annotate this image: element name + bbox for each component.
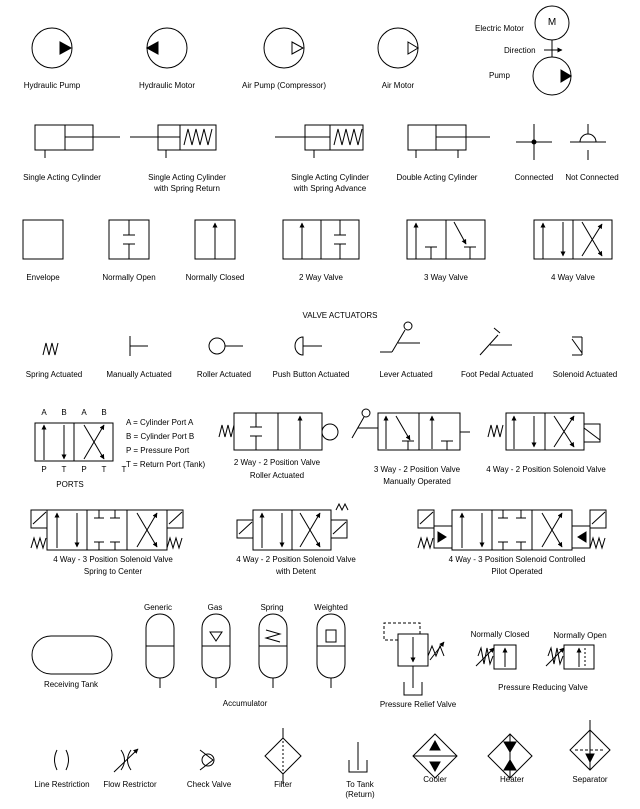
air-motor-label: Air Motor (381, 81, 415, 90)
accumulator-label: Accumulator (222, 699, 268, 708)
port-letter-top: A (81, 408, 87, 417)
spring-advance-cylinder-symbol (275, 125, 363, 158)
pressure-relief-valve-label: Pressure Relief Valve (379, 700, 457, 709)
detent-valve-label-1: 4 Way - 2 Position Solenoid Valve (236, 555, 356, 564)
pump-label: Pump (489, 71, 510, 80)
filter-label: Filter (274, 780, 292, 789)
not-connected-lines-symbol (570, 124, 606, 160)
spring-center-valve-label-2: Spring to Center (83, 567, 143, 576)
cooler-symbol (413, 734, 457, 778)
line-restriction-symbol (55, 750, 69, 770)
port-letter-bottom: T (101, 465, 107, 474)
spring-advance-cylinder-label-1: Single Acting Cylinder (291, 173, 369, 182)
normally-closed-label: Normally Closed (185, 273, 245, 282)
manual-operated-valve-symbol (352, 409, 470, 450)
heater-label: Heater (499, 775, 525, 784)
normally-open-label: Normally Open (102, 273, 156, 282)
separator-label: Separator (572, 775, 608, 784)
two-way-valve-symbol (283, 220, 359, 259)
air-motor-symbol (378, 28, 418, 68)
solenoid-valve-label: 4 Way - 2 Position Solenoid Valve (486, 465, 606, 474)
manually-actuated-label: Manually Actuated (106, 370, 172, 379)
solenoid-valve-symbol (488, 413, 600, 450)
solenoid-actuator-symbol (572, 337, 582, 355)
manual-valve-label-2: Manually Operated (383, 477, 451, 486)
detent-valve-symbol (237, 504, 348, 550)
filter-symbol (265, 728, 301, 784)
generic-accumulator-label: Generic (143, 603, 173, 612)
spring-return-cylinder-label-1: Single Acting Cylinder (148, 173, 226, 182)
weighted-accumulator-label: Weighted (314, 603, 348, 612)
to-tank-label-1: To Tank (346, 780, 374, 789)
heater-symbol (488, 734, 532, 778)
normally-open-reducing-valve-symbol (546, 645, 594, 669)
check-valve-label: Check Valve (186, 780, 232, 789)
receiving-tank-label: Receiving Tank (43, 680, 99, 689)
pilot-valve-label-2: Pilot Operated (491, 567, 543, 576)
foot-pedal-actuator-symbol (480, 328, 512, 355)
three-way-valve-label: 3 Way Valve (423, 273, 469, 282)
not-connected-label: Not Connected (565, 173, 619, 182)
ports-legend-item: A = Cylinder Port A (126, 418, 194, 427)
pressure-reducing-valve-label: Pressure Reducing Valve (498, 683, 588, 692)
port-letter-bottom: T (61, 465, 67, 474)
receiving-tank-symbol (32, 636, 112, 674)
normally-open-symbol (109, 220, 149, 259)
ports-title: PORTS (56, 480, 84, 489)
spring-accumulator-label: Spring (260, 603, 284, 612)
motor-m-letter: M (547, 17, 557, 28)
port-letter-top: A (41, 408, 47, 417)
spring-accumulator-symbol (259, 614, 287, 688)
normally-closed-reducing-valve-symbol (476, 645, 516, 669)
port-letter-bottom: P (41, 465, 47, 474)
pressure-relief-valve-symbol (384, 623, 444, 695)
push-button-actuated-label: Push Button Actuated (272, 370, 350, 379)
pilot-operated-valve-symbol (418, 510, 606, 550)
lever-actuated-label: Lever Actuated (379, 370, 433, 379)
roller-actuator-symbol (209, 338, 243, 354)
generic-accumulator-symbol (146, 614, 174, 688)
spring-advance-cylinder-label-2: with Spring Advance (293, 184, 367, 193)
foot-pedal-actuated-label: Foot Pedal Actuated (460, 370, 534, 379)
double-acting-cylinder-symbol (408, 125, 490, 158)
normally-closed-reducing-label: Normally Closed (470, 630, 530, 639)
flow-restrictor-symbol (114, 749, 138, 772)
electric-motor-label: Electric Motor (475, 24, 524, 33)
roller-valve-label-1: 2 Way - 2 Position Valve (233, 458, 321, 467)
normally-open-reducing-label: Normally Open (553, 631, 607, 640)
envelope-label: Envelope (26, 273, 60, 282)
gas-accumulator-symbol (202, 614, 230, 688)
four-way-valve-symbol (534, 220, 612, 259)
port-letter-top: B (101, 408, 107, 417)
air-pump-label: Air Pump (Compressor) (241, 81, 327, 90)
normally-closed-symbol (195, 220, 235, 259)
detent-valve-label-2: with Detent (275, 567, 317, 576)
to-tank-label-2: (Return) (345, 790, 375, 799)
solenoid-actuated-label: Solenoid Actuated (552, 370, 618, 379)
line-restriction-label: Line Restriction (34, 780, 90, 789)
hydraulic-motor-label: Hydraulic Motor (138, 81, 196, 90)
separator-symbol (570, 720, 610, 770)
envelope-symbol (23, 220, 63, 259)
manual-valve-label-1: 3 Way - 2 Position Valve (373, 465, 461, 474)
ports-legend-item: T = Return Port (Tank) (126, 460, 206, 469)
connected-lines-symbol (516, 124, 552, 160)
spring-return-cylinder-symbol (130, 125, 216, 158)
two-way-valve-label: 2 Way Valve (298, 273, 344, 282)
three-way-valve-symbol (407, 220, 485, 259)
four-way-valve-label: 4 Way Valve (550, 273, 596, 282)
roller-valve-label-2: Roller Actuated (249, 471, 305, 480)
port-letter-top: B (61, 408, 67, 417)
ports-diagram-symbol (35, 423, 113, 461)
to-tank-symbol (349, 742, 367, 772)
lever-actuator-symbol (380, 322, 420, 352)
push-button-actuator-symbol (295, 337, 322, 355)
valve-actuators-heading: VALVE ACTUATORS (302, 311, 378, 320)
spring-return-cylinder-label-2: with Spring Return (154, 184, 220, 193)
spring-center-valve-label-1: 4 Way - 3 Position Solenoid Valve (53, 555, 173, 564)
spring-center-valve-symbol (31, 510, 183, 550)
gas-accumulator-label: Gas (207, 603, 223, 612)
single-acting-cylinder-symbol (35, 125, 120, 158)
hydraulic-pump-symbol (32, 28, 72, 68)
direction-label: Direction (504, 46, 536, 55)
port-letter-bottom: P (81, 465, 87, 474)
spring-actuated-label: Spring Actuated (25, 370, 83, 379)
single-acting-cylinder-label: Single Acting Cylinder (23, 173, 101, 182)
hydraulic-motor-symbol (147, 28, 187, 68)
weighted-accumulator-symbol (317, 614, 345, 688)
spring-actuator-symbol (43, 343, 58, 355)
manual-actuator-symbol (130, 336, 148, 356)
port-letter-bottom: T (121, 465, 127, 474)
flow-restrictor-label: Flow Restrictor (103, 780, 157, 789)
hydraulic-pump-label: Hydraulic Pump (23, 81, 81, 90)
roller-actuated-label: Roller Actuated (196, 370, 252, 379)
ports-legend-item: B = Cylinder Port B (126, 432, 195, 441)
connected-label: Connected (514, 173, 554, 182)
ports-legend-item: P = Pressure Port (126, 446, 190, 455)
cooler-label: Cooler (423, 775, 447, 784)
air-pump-symbol (264, 28, 304, 68)
check-valve-symbol (200, 750, 214, 770)
double-acting-cylinder-label: Double Acting Cylinder (396, 173, 478, 182)
roller-valve-symbol (219, 413, 338, 450)
pilot-valve-label-1: 4 Way - 3 Position Solenoid Controlled (448, 555, 586, 564)
